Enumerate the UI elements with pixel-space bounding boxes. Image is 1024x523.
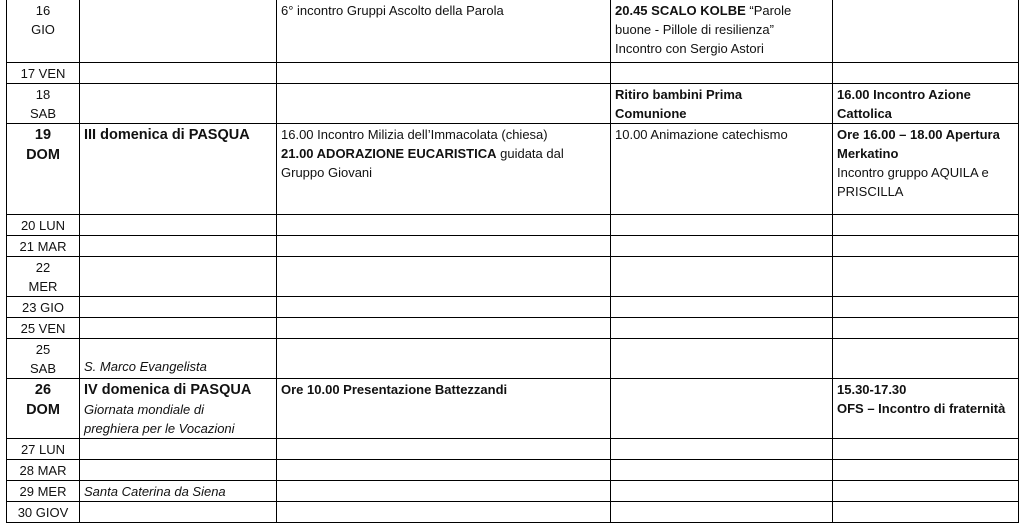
event-cell bbox=[611, 297, 833, 318]
table-row bbox=[7, 84, 1019, 124]
day-number: 22 bbox=[35, 260, 51, 275]
event-cell bbox=[277, 339, 611, 379]
event-cell bbox=[277, 481, 611, 502]
table-row bbox=[7, 502, 1019, 523]
event-cell bbox=[277, 0, 611, 63]
event-cell bbox=[277, 236, 611, 257]
day-label: 17 VEN bbox=[20, 66, 66, 81]
event-cell bbox=[833, 124, 1019, 215]
day-cell bbox=[7, 215, 80, 236]
day-name: GIO bbox=[31, 22, 55, 37]
event-cell bbox=[611, 460, 833, 481]
day-label: 27 LUN bbox=[20, 442, 66, 457]
event-cell bbox=[833, 339, 1019, 379]
event-cell bbox=[277, 460, 611, 481]
table-row bbox=[7, 460, 1019, 481]
day-name: DOM bbox=[26, 147, 60, 163]
table-row bbox=[7, 63, 1019, 84]
liturgy-cell bbox=[80, 339, 277, 379]
liturgy-cell bbox=[80, 124, 277, 215]
event-cell bbox=[277, 379, 611, 439]
liturgy-cell bbox=[80, 481, 277, 502]
event-cell bbox=[833, 502, 1019, 523]
day-label: 28 MAR bbox=[19, 463, 67, 478]
event-cell bbox=[833, 0, 1019, 63]
event-cell bbox=[277, 84, 611, 124]
liturgy-cell bbox=[80, 63, 277, 84]
event-text: guidata dal bbox=[496, 146, 564, 161]
event-text-bold: Ore 10.00 Presentazione Battezzandi bbox=[281, 382, 508, 397]
event-cell bbox=[611, 318, 833, 339]
table-row bbox=[7, 297, 1019, 318]
day-cell bbox=[7, 339, 80, 379]
event-text-bold: Cattolica bbox=[837, 106, 892, 121]
liturgy-cell bbox=[80, 502, 277, 523]
day-cell bbox=[7, 460, 80, 481]
event-cell bbox=[611, 124, 833, 215]
event-cell bbox=[277, 318, 611, 339]
liturgy-title: IV domenica di PASQUA bbox=[84, 382, 252, 398]
liturgy-cell bbox=[80, 0, 277, 63]
event-cell bbox=[277, 297, 611, 318]
event-cell bbox=[277, 215, 611, 236]
liturgy-cell bbox=[80, 84, 277, 124]
event-cell bbox=[833, 63, 1019, 84]
event-cell bbox=[833, 84, 1019, 124]
liturgy-cell bbox=[80, 379, 277, 439]
table-row bbox=[7, 481, 1019, 502]
event-cell bbox=[611, 215, 833, 236]
day-number: 25 bbox=[35, 342, 51, 357]
event-cell bbox=[611, 236, 833, 257]
day-cell bbox=[7, 124, 80, 215]
event-cell bbox=[277, 63, 611, 84]
event-cell bbox=[611, 339, 833, 379]
saint-of-day: Santa Caterina da Siena bbox=[84, 484, 226, 499]
table-row bbox=[7, 236, 1019, 257]
event-text-bold: Ritiro bambini Prima bbox=[615, 87, 743, 102]
event-cell bbox=[833, 257, 1019, 297]
event-cell bbox=[611, 481, 833, 502]
event-text-bold: 21.00 ADORAZIONE EUCARISTICA bbox=[281, 146, 497, 161]
weekly-schedule-table bbox=[6, 0, 1019, 523]
event-cell bbox=[833, 236, 1019, 257]
event-cell bbox=[833, 379, 1019, 439]
day-label: 29 MER bbox=[19, 484, 67, 499]
day-number: 26 bbox=[34, 382, 52, 398]
liturgy-subtitle: Giornata mondiale di bbox=[84, 402, 204, 417]
event-cell bbox=[277, 439, 611, 460]
day-name: SAB bbox=[29, 361, 56, 376]
event-text: 10.00 Animazione catechismo bbox=[615, 127, 788, 142]
table-row bbox=[7, 124, 1019, 215]
event-line bbox=[615, 1, 828, 20]
liturgy-title: III domenica di PASQUA bbox=[84, 127, 250, 143]
event-text: buone - Pillole di resilienza” bbox=[615, 22, 774, 37]
event-text-bold: 16.00 Incontro Azione bbox=[837, 87, 971, 102]
liturgy-cell bbox=[80, 460, 277, 481]
event-cell bbox=[611, 84, 833, 124]
event-text: PRISCILLA bbox=[837, 184, 904, 199]
event-line bbox=[281, 144, 606, 163]
day-label: 30 GIOV bbox=[17, 505, 69, 520]
event-cell bbox=[833, 460, 1019, 481]
table-row bbox=[7, 339, 1019, 379]
day-cell bbox=[7, 257, 80, 297]
liturgy-cell bbox=[80, 236, 277, 257]
day-number: 19 bbox=[34, 127, 52, 143]
event-text-bold: OFS – Incontro di fraternità bbox=[837, 401, 1006, 416]
event-cell bbox=[277, 124, 611, 215]
day-cell bbox=[7, 84, 80, 124]
day-cell bbox=[7, 297, 80, 318]
event-cell bbox=[277, 502, 611, 523]
event-text: “Parole bbox=[749, 3, 792, 18]
event-text: Gruppo Giovani bbox=[281, 165, 373, 180]
day-cell bbox=[7, 502, 80, 523]
event-text-bold: Merkatino bbox=[837, 146, 899, 161]
event-cell bbox=[611, 379, 833, 439]
event-cell bbox=[277, 257, 611, 297]
event-text: Incontro con Sergio Astori bbox=[615, 41, 764, 56]
day-name: DOM bbox=[26, 402, 60, 418]
day-cell bbox=[7, 63, 80, 84]
table-row bbox=[7, 257, 1019, 297]
day-cell bbox=[7, 439, 80, 460]
day-label: 23 GIO bbox=[22, 300, 64, 315]
day-cell bbox=[7, 318, 80, 339]
event-cell bbox=[611, 439, 833, 460]
liturgy-subtitle: preghiera per le Vocazioni bbox=[84, 421, 235, 436]
day-cell bbox=[7, 236, 80, 257]
day-cell bbox=[7, 379, 80, 439]
table-row bbox=[7, 379, 1019, 439]
event-cell bbox=[833, 481, 1019, 502]
day-cell bbox=[7, 481, 80, 502]
table-row bbox=[7, 318, 1019, 339]
liturgy-cell bbox=[80, 257, 277, 297]
event-text: 16.00 Incontro Milizia dell’Immacolata (chiesa) bbox=[281, 127, 548, 142]
table-row bbox=[7, 0, 1019, 63]
event-cell bbox=[833, 318, 1019, 339]
day-label: 21 MAR bbox=[19, 239, 67, 254]
liturgy-cell bbox=[80, 439, 277, 460]
liturgy-cell bbox=[80, 297, 277, 318]
event-text-bold: Comunione bbox=[615, 106, 687, 121]
event-text-bold: Ore 16.00 – 18.00 Apertura bbox=[837, 127, 1000, 142]
event-text: 6° incontro Gruppi Ascolto della Parola bbox=[281, 3, 504, 18]
day-number: 18 bbox=[35, 87, 51, 102]
event-cell bbox=[833, 297, 1019, 318]
event-cell bbox=[611, 0, 833, 63]
event-text: Incontro gruppo AQUILA e bbox=[837, 165, 989, 180]
day-label: 20 LUN bbox=[20, 218, 66, 233]
event-cell bbox=[833, 215, 1019, 236]
day-label: 25 VEN bbox=[20, 321, 66, 336]
day-cell bbox=[7, 0, 80, 63]
event-text-bold: 20.45 SCALO KOLBE bbox=[615, 3, 750, 18]
liturgy-cell bbox=[80, 215, 277, 236]
table-row bbox=[7, 439, 1019, 460]
event-cell bbox=[611, 502, 833, 523]
event-cell bbox=[611, 63, 833, 84]
event-text-bold: 15.30-17.30 bbox=[837, 382, 907, 397]
table-row bbox=[7, 215, 1019, 236]
event-cell bbox=[611, 257, 833, 297]
event-cell bbox=[833, 439, 1019, 460]
day-name: MER bbox=[28, 279, 58, 294]
day-number: 16 bbox=[35, 3, 51, 18]
day-name: SAB bbox=[29, 106, 56, 121]
liturgy-cell bbox=[80, 318, 277, 339]
saint-of-day: S. Marco Evangelista bbox=[84, 359, 207, 374]
